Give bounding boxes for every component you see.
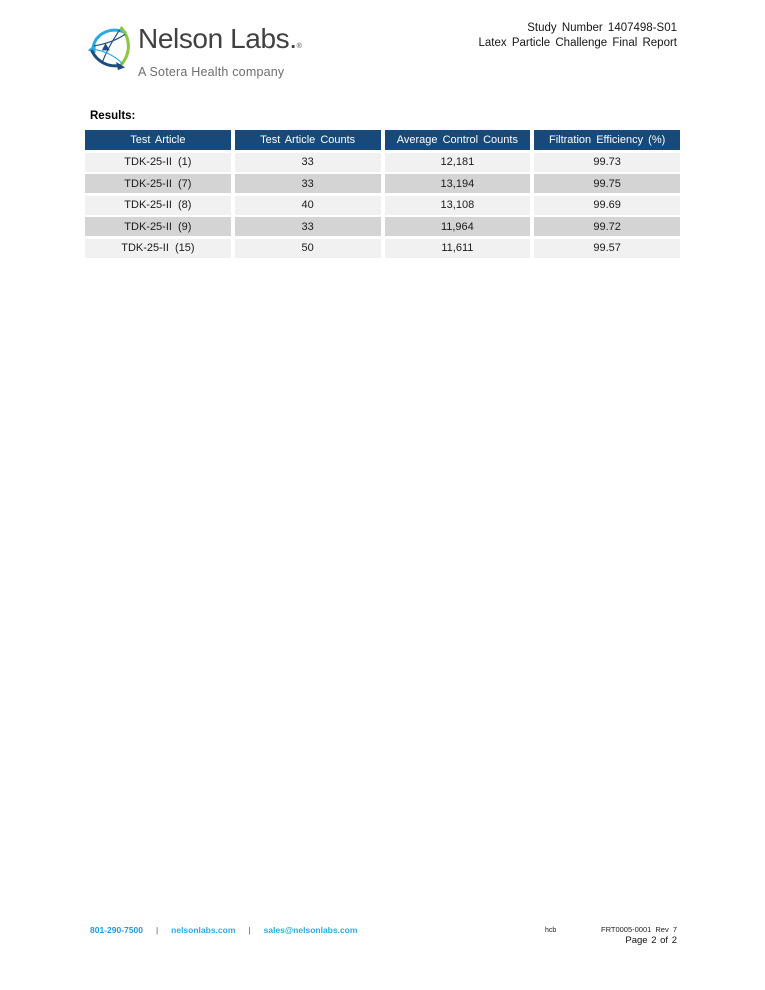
table-cell: 33	[235, 153, 381, 172]
footer-page-number: Page 2 of 2	[625, 935, 677, 946]
nelson-labs-logo-icon	[84, 18, 134, 72]
column-header-test-article-counts: Test Article Counts	[235, 130, 381, 150]
footer-form-number: FRT0005-0001 Rev 7	[601, 925, 677, 934]
column-header-filtration-efficiency: Filtration Efficiency (%)	[534, 130, 680, 150]
table-cell: 40	[235, 196, 381, 215]
table-cell: 99.75	[534, 174, 680, 193]
logo-tagline: A Sotera Health company	[138, 65, 285, 79]
report-title: Latex Particle Challenge Final Report	[478, 36, 677, 49]
table-cell: 12,181	[385, 153, 531, 172]
table-cell: 13,108	[385, 196, 531, 215]
table-cell: 50	[235, 239, 381, 258]
table-cell: TDK-25-II (15)	[85, 239, 231, 258]
footer-separator: |	[155, 925, 159, 935]
logo-text	[138, 18, 301, 79]
logo-name-text: Nelson Labs.	[138, 23, 297, 54]
results-table	[85, 130, 680, 258]
footer-initials: hcb	[545, 927, 557, 934]
footer-email-link[interactable]: sales@nelsonlabs.com	[263, 925, 358, 935]
footer-contact	[90, 925, 357, 935]
results-label: Results:	[90, 110, 136, 122]
table-cell: 13,194	[385, 174, 531, 193]
registered-mark: ®	[296, 43, 302, 50]
table-cell: 33	[235, 217, 381, 236]
table-cell: 33	[235, 174, 381, 193]
footer-separator: |	[248, 925, 251, 935]
table-cell: 11,611	[385, 239, 531, 258]
table-cell: 11,964	[385, 217, 531, 236]
table-cell: 99.69	[534, 196, 680, 215]
table-cell: TDK-25-II (1)	[85, 153, 231, 172]
table-cell: TDK-25-II (7)	[85, 174, 231, 193]
table-cell: 99.73	[534, 153, 680, 172]
table-cell: TDK-25-II (9)	[85, 217, 231, 236]
table-cell: TDK-25-II (8)	[85, 196, 231, 215]
footer-phone-link[interactable]: 801-290-7500	[90, 925, 143, 935]
document-header	[479, 21, 678, 50]
column-header-test-article: Test Article	[85, 130, 231, 150]
nelson-labs-logo	[84, 18, 301, 79]
table-cell: 99.57	[534, 239, 680, 258]
column-header-average-control-counts: Average Control Counts	[385, 130, 531, 150]
study-number: Study Number 1407498-S01	[527, 22, 677, 34]
table-cell: 99.72	[534, 217, 680, 236]
footer-website-link[interactable]: nelsonlabs.com	[171, 925, 236, 935]
logo-name	[138, 24, 301, 62]
